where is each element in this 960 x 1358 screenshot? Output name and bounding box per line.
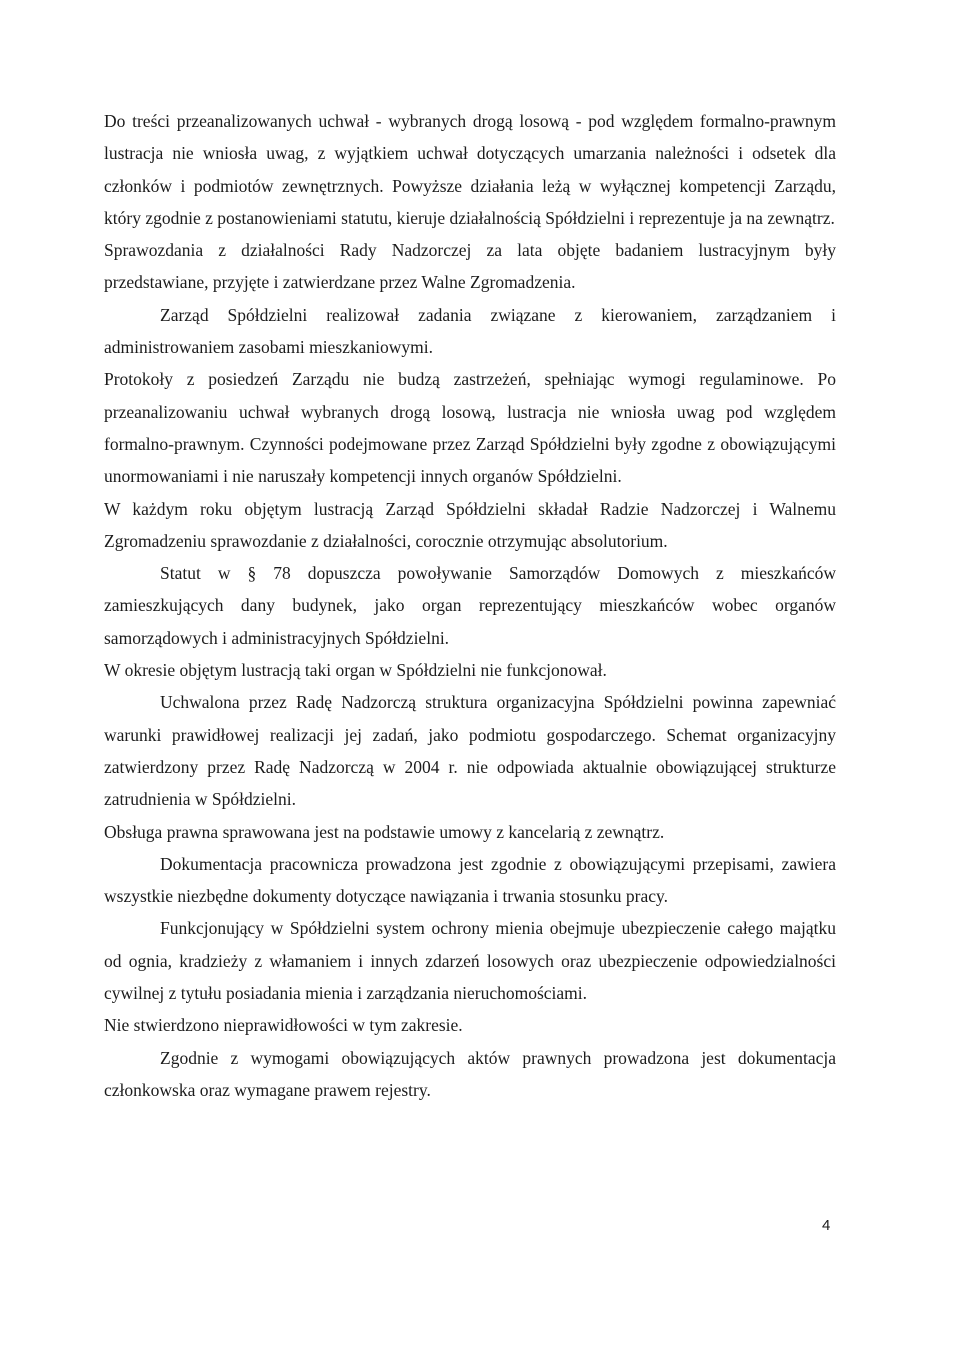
paragraph-annual-reports: W każdym roku objętym lustracją Zarząd Spółdzielni składał Radzie Nadzorczej i Walnemu Zgromadzeniu sprawozdanie z działalności, corocznie otrzymując absolutorium.	[104, 498, 836, 551]
paragraph-statute-78: Statut w § 78 dopuszcza powoływanie Samorządów Domowych z mieszkańców zamieszkujących dany budynek, jako organ reprezentujący mieszkańców wobec organów samorządowych i administracyjnych Spółdzielni.	[104, 563, 836, 648]
paragraph-management-minutes: Protokoły z posiedzeń Zarządu nie budzą zastrzeżeń, spełniając wymogi regulaminowe. Po przeanalizowaniu uchwał wybranych drogą losową, lustracja nie wniosła uwag pod względem formalno-prawnym. Czynności podejmowane przez Zarząd Spółdzielni były zgodne z obowiązującymi unormowaniami i nie naruszały kompetencji innych organów Spółdzielni.	[104, 369, 836, 487]
paragraph-organizational-structure: Uchwalona przez Radę Nadzorczą struktura organizacyjna Spółdzielni powinna zapewniać warunki prawidłowej realizacji jej zadań, jako podmiotu gospodarczego. Schemat organizacyjny zatwierdzony przez Radę Nadzorczą w 2004 r. nie odpowiada aktualnie obowiązującej strukturze zatrudnienia w Spółdzielni.	[104, 692, 836, 810]
paragraph-no-house-self-government: W okresie objętym lustracją taki organ w Spółdzielni nie funkcjonował.	[104, 660, 607, 681]
paragraph-property-protection: Funkcjonujący w Spółdzielni system ochrony mienia obejmuje ubezpieczenie całego majątku od ognia, kradzieży z włamaniem i innych zdarzeń losowych oraz ubezpieczenie odpowiedzialności cywilnej z tytułu posiadania mienia i zarządzania nieruchomościami.	[104, 918, 836, 1004]
paragraph-employee-documentation: Dokumentacja pracownicza prowadzona jest zgodnie z obowiązującymi przepisami, zawiera wszystkie niezbędne dokumenty dotyczące nawiązania i trwania stosunku pracy.	[104, 853, 836, 907]
paragraph-legal-service: Obsługa prawna sprawowana jest na podstawie umowy z kancelarią z zewnątrz.	[104, 821, 665, 842]
paragraph-supervisory-board-reports: Sprawozdania z działalności Rady Nadzorczej za lata objęte badaniem lustracyjnym były przedstawiane, przyjęte i zatwierdzane przez Walne Zgromadzenia.	[104, 240, 836, 293]
page-number: 4	[822, 1217, 831, 1234]
paragraph-no-irregularities: Nie stwierdzono nieprawidłowości w tym zakresie.	[104, 1015, 463, 1036]
paragraph-management-tasks: Zarząd Spółdzielni realizował zadania związane z kierowaniem, zarządzaniem i administrowaniem zasobami mieszkaniowymi.	[104, 304, 836, 358]
document-body	[104, 105, 836, 1106]
paragraph-membership-documentation: Zgodnie z wymogami obowiązujących aktów prawnych prowadzona jest dokumentacja członkowska oraz wymagane prawem rejestry.	[104, 1047, 836, 1100]
paragraph-resolutions-review: Do treści przeanalizowanych uchwał - wybranych drogą losową - pod względem formalno-prawnym lustracja nie wniosła uwag, z wyjątkiem uchwał dotyczących umarzania należności i odsetek dla członków i podmiotów zewnętrznych. Powyższe działania leżą w wyłącznej kompetencji Zarządu, który zgodnie z postanowieniami statutu, kieruje działalnością Spółdzielni i reprezentuje ja na zewnątrz.	[104, 111, 836, 228]
